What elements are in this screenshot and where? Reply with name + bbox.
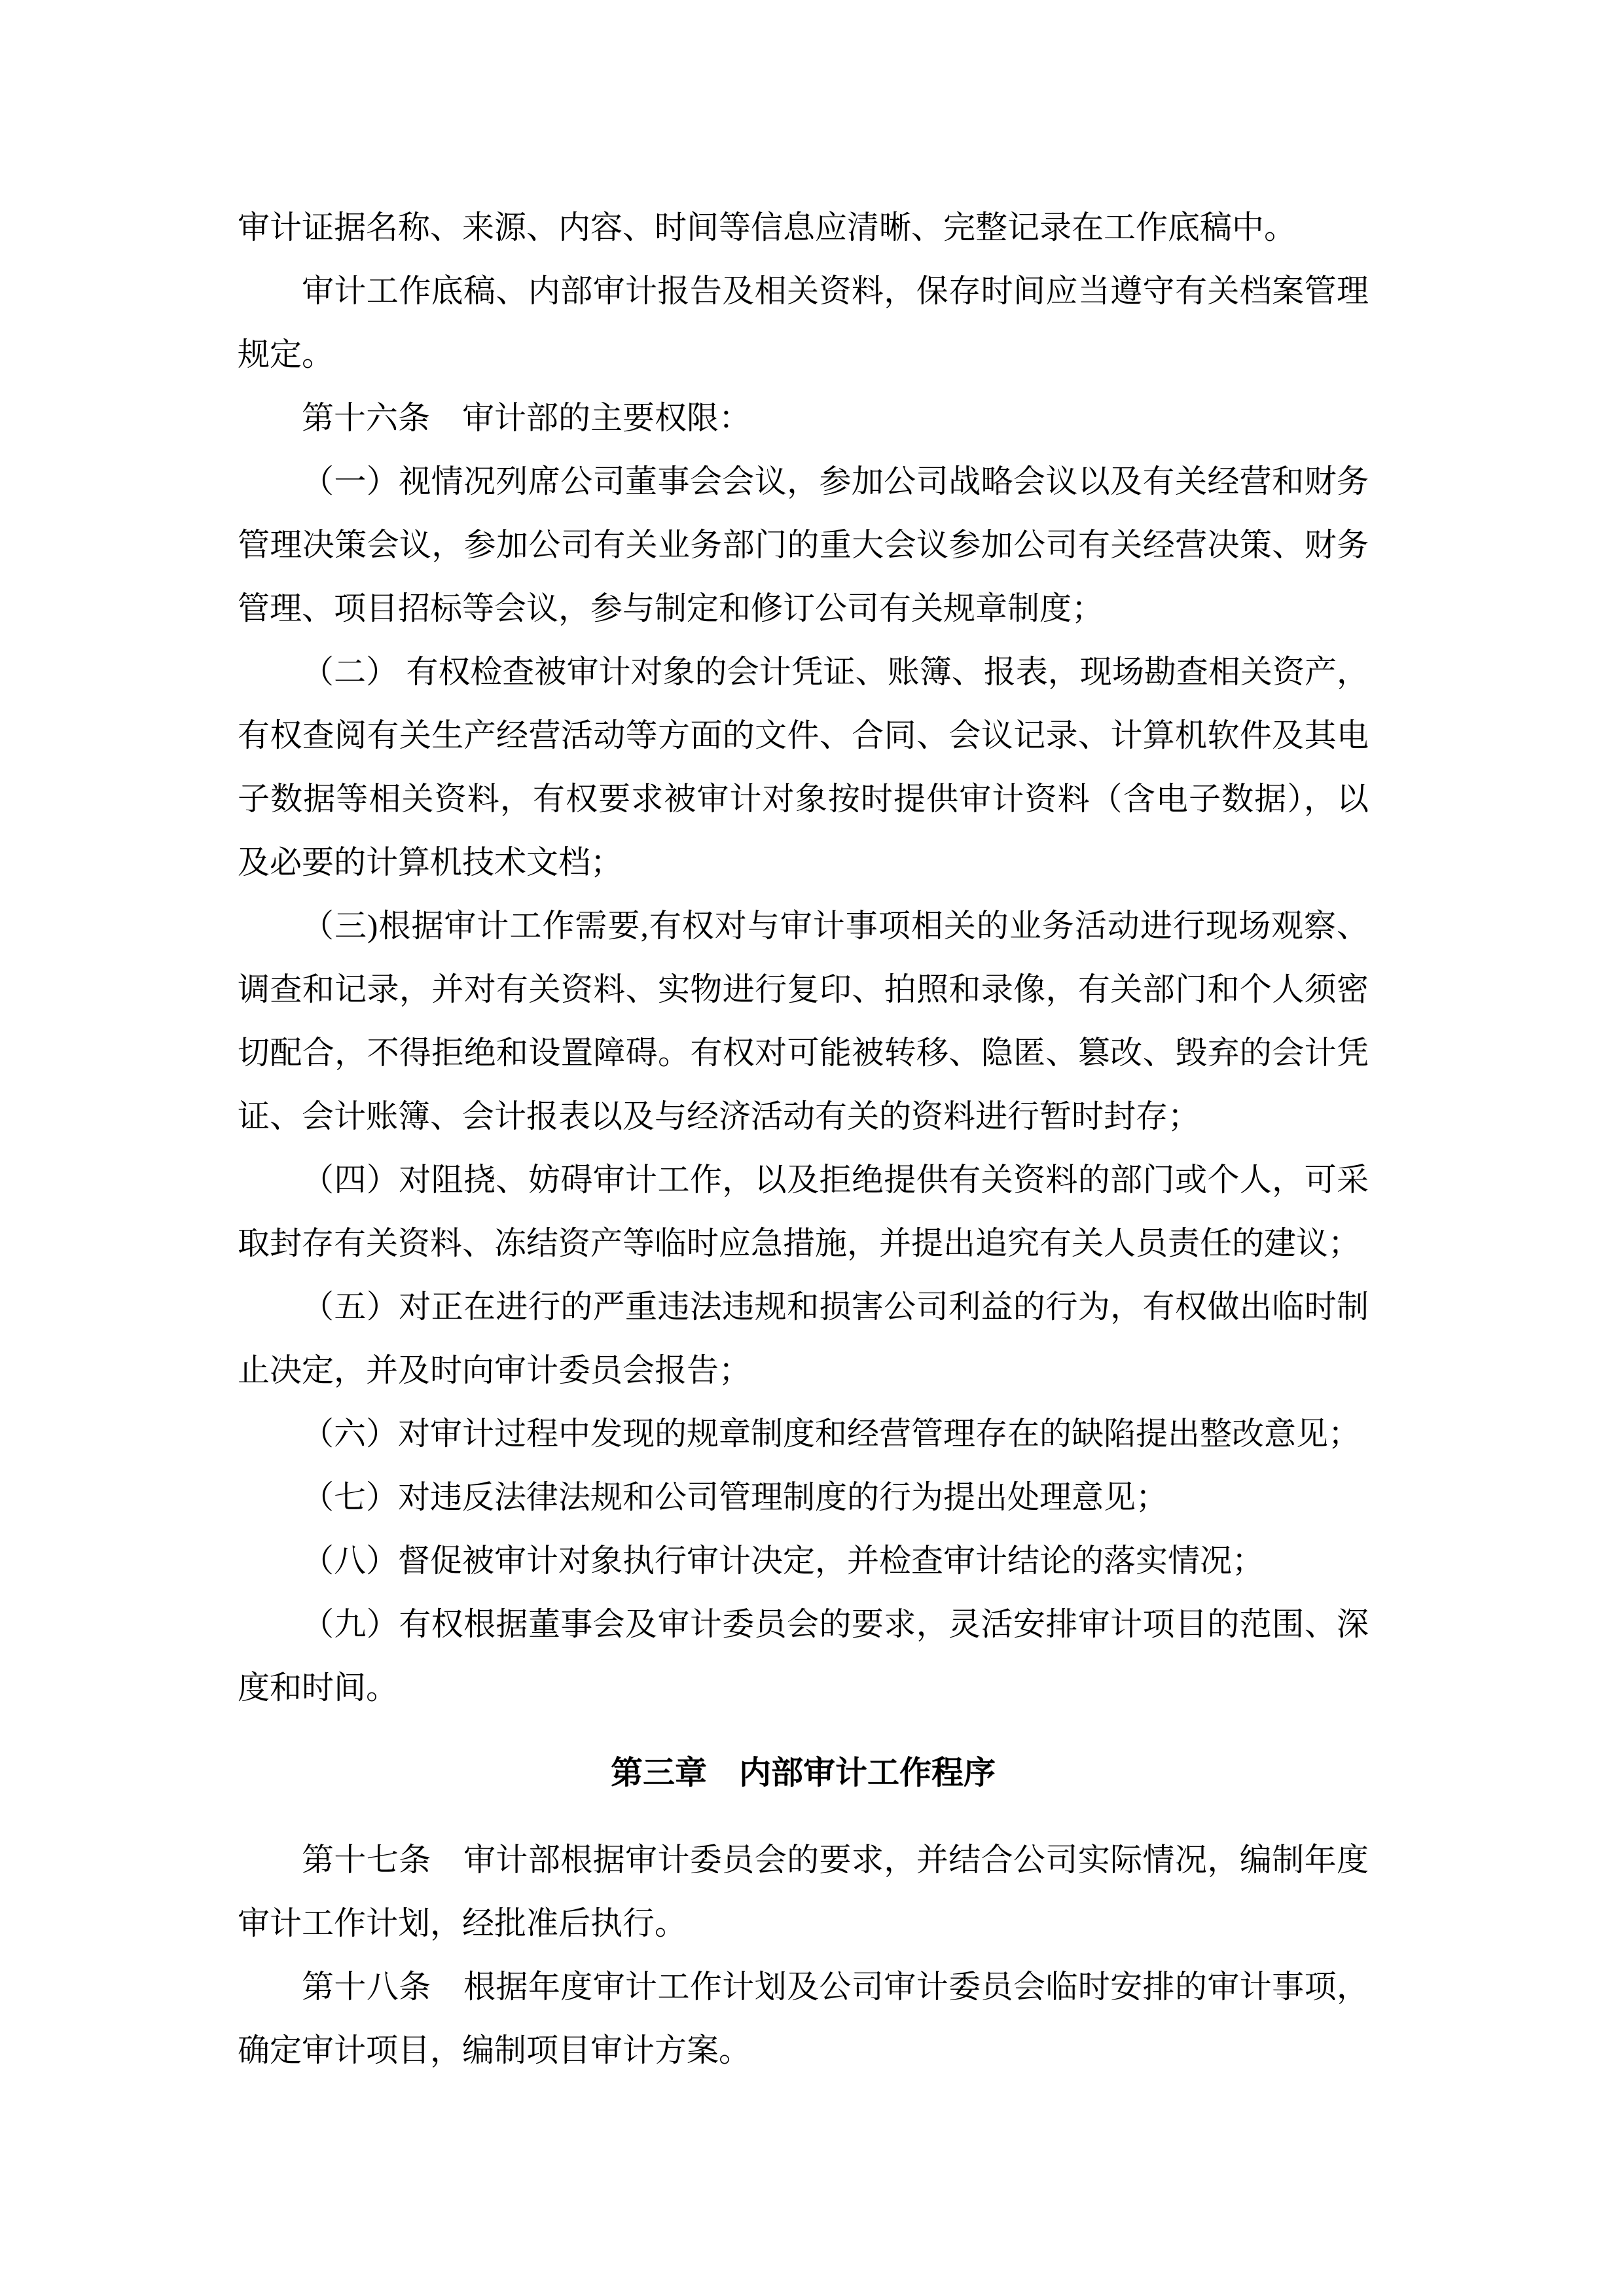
chapter-3-heading: 第三章 内部审计工作程序 [610, 1755, 996, 1791]
document-text-block [238, 196, 1369, 2082]
article-16-item-5: （五）对正在进行的严重违法违规和损害公司利益的行为，有权做出临时制止决定，并及时向审计委员会报告； [238, 1289, 1369, 1388]
article-16-item-3: （三)根据审计工作需要,有权对与审计事项相关的业务活动进行现场观察、调查和记录，并对有关资料、实物进行复印、拍照和录像，有关部门和个人须密切配合，不得拒绝和设置障碍。有权对可能被转移、隐匿、篡改、毁弃的会计凭证、会计账簿、会计报表以及与经济活动有关的资料进行暂时封存； [238, 908, 1369, 1134]
para-workpaper-record-continuation: 审计证据名称、来源、内容、时间等信息应清晰、完整记录在工作底稿中。 [238, 209, 1297, 245]
article-16-item-7: （七）对违反法律法规和公司管理制度的行为提出处理意见； [302, 1479, 1168, 1515]
article-16-item-1: （一）视情况列席公司董事会会议，参加公司战略会议以及有关经营和财务管理决策会议，参加公司有关业务部门的重大会议参加公司有关经营决策、财务管理、项目招标等会议，参与制定和修订公司有关规章制度； [238, 463, 1369, 626]
article-16-item-2: （二） 有权检查被审计对象的会计凭证、账簿、报表，现场勘查相关资产，有权查阅有关生产经营活动等方面的文件、合同、会议记录、计算机软件及其电子数据等相关资料，有权要求被审计对象按时提供审计资料（含电子数据），以及必要的计算机技术文档； [238, 654, 1369, 880]
article-16-item-8: （八）督促被审计对象执行审计决定，并检查审计结论的落实情况； [302, 1543, 1265, 1579]
article-16-lead: 第十六条 审计部的主要权限： [302, 400, 751, 436]
para-archive-retention: 审计工作底稿、内部审计报告及相关资料，保存时间应当遵守有关档案管理规定。 [238, 273, 1369, 372]
article-17: 第十七条 审计部根据审计委员会的要求，并结合公司实际情况，编制年度审计工作计划，经批准后执行。 [238, 1842, 1369, 1941]
article-16-item-9: （九）有权根据董事会及审计委员会的要求，灵活安排审计项目的范围、深度和时间。 [238, 1606, 1369, 1706]
article-16-item-6: （六）对审计过程中发现的规章制度和经营管理存在的缺陷提出整改意见； [302, 1416, 1361, 1452]
article-18: 第十八条 根据年度审计工作计划及公司审计委员会临时安排的审计事项，确定审计项目，编制项目审计方案。 [238, 1969, 1369, 2068]
article-16-item-4: （四）对阻挠、妨碍审计工作，以及拒绝提供有关资料的部门或个人，可采取封存有关资料、冻结资产等临时应急措施，并提出追究有关人员责任的建议； [238, 1162, 1369, 1261]
